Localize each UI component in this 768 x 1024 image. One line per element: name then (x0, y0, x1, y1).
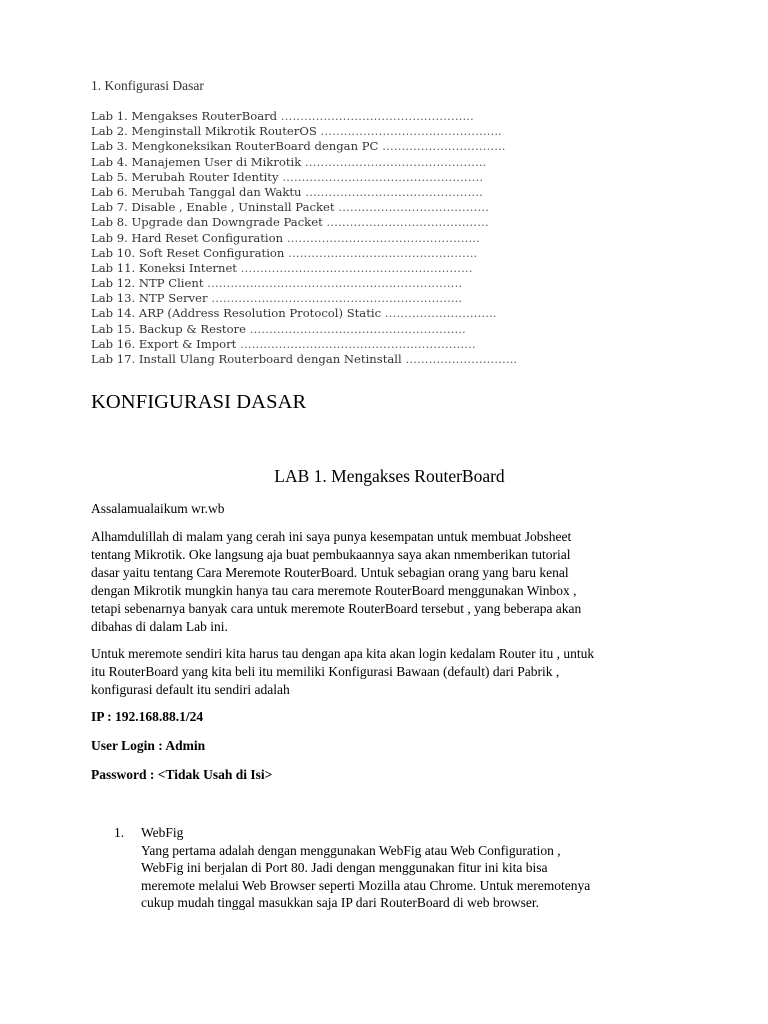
toc-leader: ………………………………………. (305, 184, 483, 199)
toc-leader: …………………………………… (326, 215, 489, 230)
greeting-text: Assalamualaikum wr.wb (91, 501, 225, 516)
default-password: Password : <Tidak Usah di Isi> (91, 767, 273, 782)
toc-leader: …………………………………………………… (240, 260, 473, 275)
toc-item[interactable] (91, 155, 517, 170)
toc-label: Lab 2. Menginstall Mikrotik RouterOS (91, 124, 317, 139)
toc-label: Lab 5. Merubah Router Identity (91, 169, 279, 184)
toc-item[interactable] (91, 200, 517, 215)
toc-item[interactable] (91, 231, 517, 246)
paragraph-line: tentang Mikrotik. Oke langsung aja buat pembukaannya saya akan nmemberikan tutorial (91, 547, 571, 562)
paragraph-line: tetapi sebenarnya banyak cara untuk meremote RouterBoard tersebut , yang beberapa akan (91, 601, 582, 616)
toc-leader: ……………………………………….. (320, 124, 502, 139)
toc-item[interactable] (91, 170, 517, 185)
paragraph-line: Yang pertama adalah dengan menggunakan WebFig atau Web Configuration , (141, 842, 561, 858)
paragraph-line: dasar yaitu tentang Cara Meremote RouterBoard. Untuk sebagian orang yang baru kenal (91, 565, 569, 580)
paragraph-line: dibahas di dalam Lab ini. (91, 619, 228, 634)
toc-leader: ……………………….. (405, 352, 518, 366)
toc-label: Lab 13. NTP Server (91, 291, 208, 306)
paragraph-line: dengan Mikrotik mungkin hanya tau cara meremote RouterBoard menggunakan Winbox , (91, 583, 577, 598)
table-of-contents (91, 109, 517, 367)
toc-leader: ……………………………………………………….. (211, 291, 463, 306)
toc-label: Lab 17. Install Ulang Routerboard dengan Netinstall (91, 352, 402, 366)
toc-label: Lab 8. Upgrade dan Downgrade Packet (91, 215, 323, 230)
toc-item[interactable] (91, 215, 517, 230)
toc-label: Lab 9. Hard Reset Configuration (91, 230, 284, 245)
toc-item[interactable] (91, 139, 517, 154)
toc-leader: ……………………….. (384, 306, 497, 321)
toc-leader: …………………………………………. (288, 245, 478, 260)
toc-label: Lab 4. Manajemen User di Mikrotik (91, 154, 302, 169)
toc-item[interactable] (91, 337, 517, 352)
toc-label: Lab 1. Mengakses RouterBoard (91, 109, 278, 123)
paragraph-line: konfigurasi default itu sendiri adalah (91, 682, 290, 697)
toc-item[interactable] (91, 306, 517, 321)
toc-item[interactable] (91, 246, 517, 261)
list-item-body (141, 824, 590, 912)
toc-item[interactable] (91, 185, 517, 200)
toc-item[interactable] (91, 352, 517, 367)
toc-label: Lab 7. Disable , Enable , Uninstall Packet (91, 200, 335, 215)
toc-item[interactable] (91, 322, 517, 337)
toc-leader: ……………………………………………….. (249, 321, 466, 336)
paragraph-line: Untuk meremote sendiri kita harus tau dengan apa kita akan login kedalam Router itu , untuk (91, 646, 595, 661)
toc-label: Lab 16. Export & Import (91, 336, 237, 351)
toc-item[interactable] (91, 109, 517, 124)
toc-label: Lab 6. Merubah Tanggal dan Waktu (91, 184, 302, 199)
list-item-title: WebFig (141, 825, 184, 840)
toc-item[interactable] (91, 124, 517, 139)
toc-leader: ………………………………… (338, 200, 489, 215)
paragraph-line: itu RouterBoard yang kita beli itu memiliki Konfigurasi Bawaan (default) dari Pabrik , (91, 664, 560, 679)
intro-paragraph (91, 528, 691, 636)
remote-paragraph (91, 645, 691, 699)
toc-item[interactable] (91, 276, 517, 291)
toc-label: Lab 3. Mengkoneksikan RouterBoard dengan PC (91, 139, 379, 154)
toc-leader: ………………………………………….. (286, 230, 480, 245)
toc-label: Lab 14. ARP (Address Resolution Protocol) Static (91, 306, 382, 321)
default-user-login: User Login : Admin (91, 738, 206, 753)
toc-leader: ……………………………………………. (282, 169, 483, 184)
toc-leader: ………………………….. (382, 139, 506, 154)
section-heading: 1. Konfigurasi Dasar (91, 78, 204, 93)
paragraph-line: WebFig ini berjalan di Port 80. Jadi dengan menggunakan fitur ini kita bisa (141, 860, 548, 875)
default-ip: IP : 192.168.88.1/24 (91, 709, 204, 724)
paragraph-line: meremote melalui Web Browser seperti Mozilla atau Chrome. Untuk meremotenya (141, 877, 591, 893)
main-title: KONFIGURASI DASAR (91, 391, 307, 413)
toc-label: Lab 10. Soft Reset Configuration (91, 245, 285, 260)
toc-leader: ………………………………………………………… (207, 276, 463, 291)
toc-label: Lab 15. Backup & Restore (91, 321, 246, 336)
toc-label: Lab 12. NTP Client (91, 276, 204, 291)
toc-label: Lab 11. Koneksi Internet (91, 260, 237, 275)
paragraph-line: Alhamdulillah di malam yang cerah ini saya punya kesempatan untuk membuat Jobsheet (91, 529, 572, 544)
lab-title: LAB 1. Mengakses RouterBoard (274, 466, 505, 486)
greeting (91, 500, 691, 518)
toc-item[interactable] (91, 291, 517, 306)
list-number: 1. (114, 825, 125, 840)
paragraph-line: cukup mudah tinggal masukkan saja IP dari RouterBoard di web browser. (141, 895, 540, 910)
toc-leader: ……………………………………………………. (240, 336, 476, 351)
toc-item[interactable] (91, 261, 517, 276)
toc-leader: ……………………………………….. (304, 154, 487, 169)
toc-leader: ………………………………………….. (280, 109, 474, 123)
